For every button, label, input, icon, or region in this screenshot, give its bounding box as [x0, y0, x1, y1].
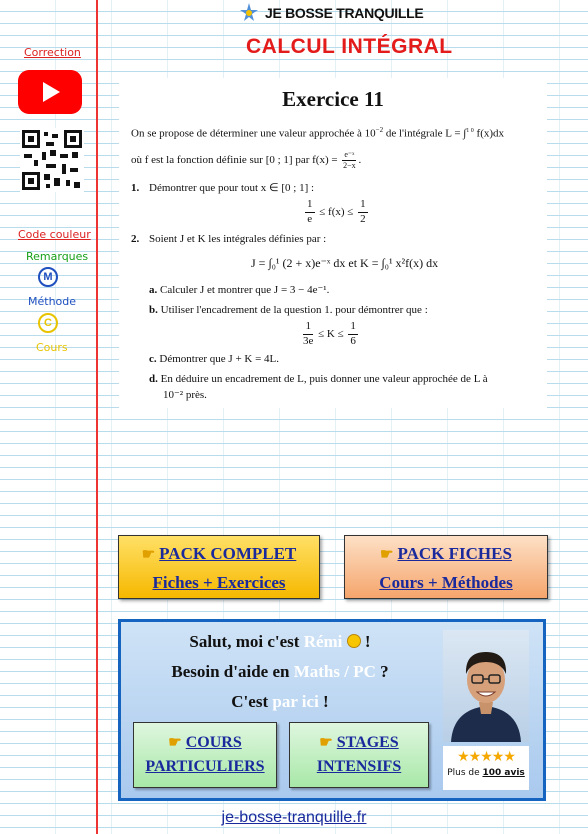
promo-here: C'est par ici !	[231, 692, 329, 711]
methode-badge-icon: M	[38, 267, 58, 287]
pointing-hand-icon: ☛	[380, 547, 394, 563]
reviews-count: Plus de 100 avis	[447, 768, 525, 778]
legend-remarques: Remarques	[26, 250, 89, 263]
youtube-icon[interactable]	[18, 70, 82, 114]
cours-particuliers-button[interactable]: ☛ COURS PARTICULIERS	[133, 722, 277, 788]
promo-greeting: Salut, moi c'est Rémi !	[189, 632, 371, 651]
brand-logo[interactable]	[238, 2, 423, 24]
cours-badge-icon: C	[38, 313, 58, 333]
pointing-hand-icon: ☛	[141, 547, 156, 563]
exercise-intro-2: où f est la fonction définie sur [0 ; 1] par f(x) = $\frac{\text{e⁻ˣ}}{2-x}$ .	[131, 150, 362, 170]
smiley-icon	[347, 634, 361, 648]
tutoring-promo	[118, 619, 546, 801]
exercise-card	[119, 78, 547, 408]
margin-line	[96, 0, 98, 834]
question-2: 2. Soient J et K les intégrales définies par :	[131, 233, 327, 245]
reviews-box[interactable]	[443, 746, 529, 790]
rating-stars-icon: ★★★★★	[457, 749, 515, 765]
pointing-hand-icon: ☛	[168, 735, 182, 751]
legend-cours: Cours	[36, 341, 68, 354]
question-2b: b. Utiliser l'encadrement de la question 1. pour démontrer que :	[149, 304, 428, 316]
legend-methode: Méthode	[28, 295, 77, 308]
question-1: 1. Démontrer que pour tout x ∈ [0 ; 1] :	[131, 182, 315, 194]
correction-label: Correction	[24, 46, 81, 59]
pack-fiches-button[interactable]: ☛ PACK FICHES Cours + Méthodes	[344, 535, 548, 599]
qr-code-icon[interactable]	[20, 128, 84, 192]
owl-logo-icon	[238, 2, 260, 24]
question-1-inequality: $\frac{1}{e}$ ≤ f(x) ≤ $\frac{1}{2}$	[307, 198, 366, 225]
question-2c: c. Démontrer que J + K = 4L.	[149, 353, 280, 365]
pack-complet-button[interactable]: ☛ PACK COMPLET Fiches + Exercices	[118, 535, 320, 599]
pointing-hand-icon: ☛	[319, 735, 333, 751]
tutor-photo	[443, 630, 529, 742]
page-title: CALCUL INTÉGRAL	[246, 35, 453, 58]
stages-intensifs-button[interactable]: ☛ STAGES INTENSIFS	[289, 722, 429, 788]
exercise-intro-1: On se propose de déterminer une valeur approchée à $10^{-2}$ de l'intégrale L = ∫$^{1 0}$ f(x)dx	[131, 126, 505, 140]
question-2b-inequality: $\frac{1}{3e}$ ≤ K ≤ $\frac{1}{6}$	[303, 320, 356, 347]
promo-help: Besoin d'aide en Maths / PC ?	[171, 662, 389, 681]
question-2d-continued: 10⁻² près.	[163, 389, 207, 401]
brand-name: JE BOSSE TRANQUILLE	[265, 5, 424, 21]
promo-here-link[interactable]: par ici	[272, 692, 319, 711]
website-link[interactable]: je-bosse-tranquille.fr	[221, 809, 367, 826]
question-2-formula: J = ∫₀¹ (2 + x)e⁻ˣ dx et K = ∫₀¹ x²f(x) dx	[251, 256, 439, 270]
question-2a: a. Calculer J et montrer que J = 3 − 4e⁻¹.	[149, 284, 330, 296]
exercise-title: Exercice 11	[282, 87, 384, 111]
question-2d: d. En déduire un encadrement de L, puis donner une valeur approchée de L à	[149, 373, 488, 385]
color-code-label: Code couleur	[18, 228, 91, 241]
